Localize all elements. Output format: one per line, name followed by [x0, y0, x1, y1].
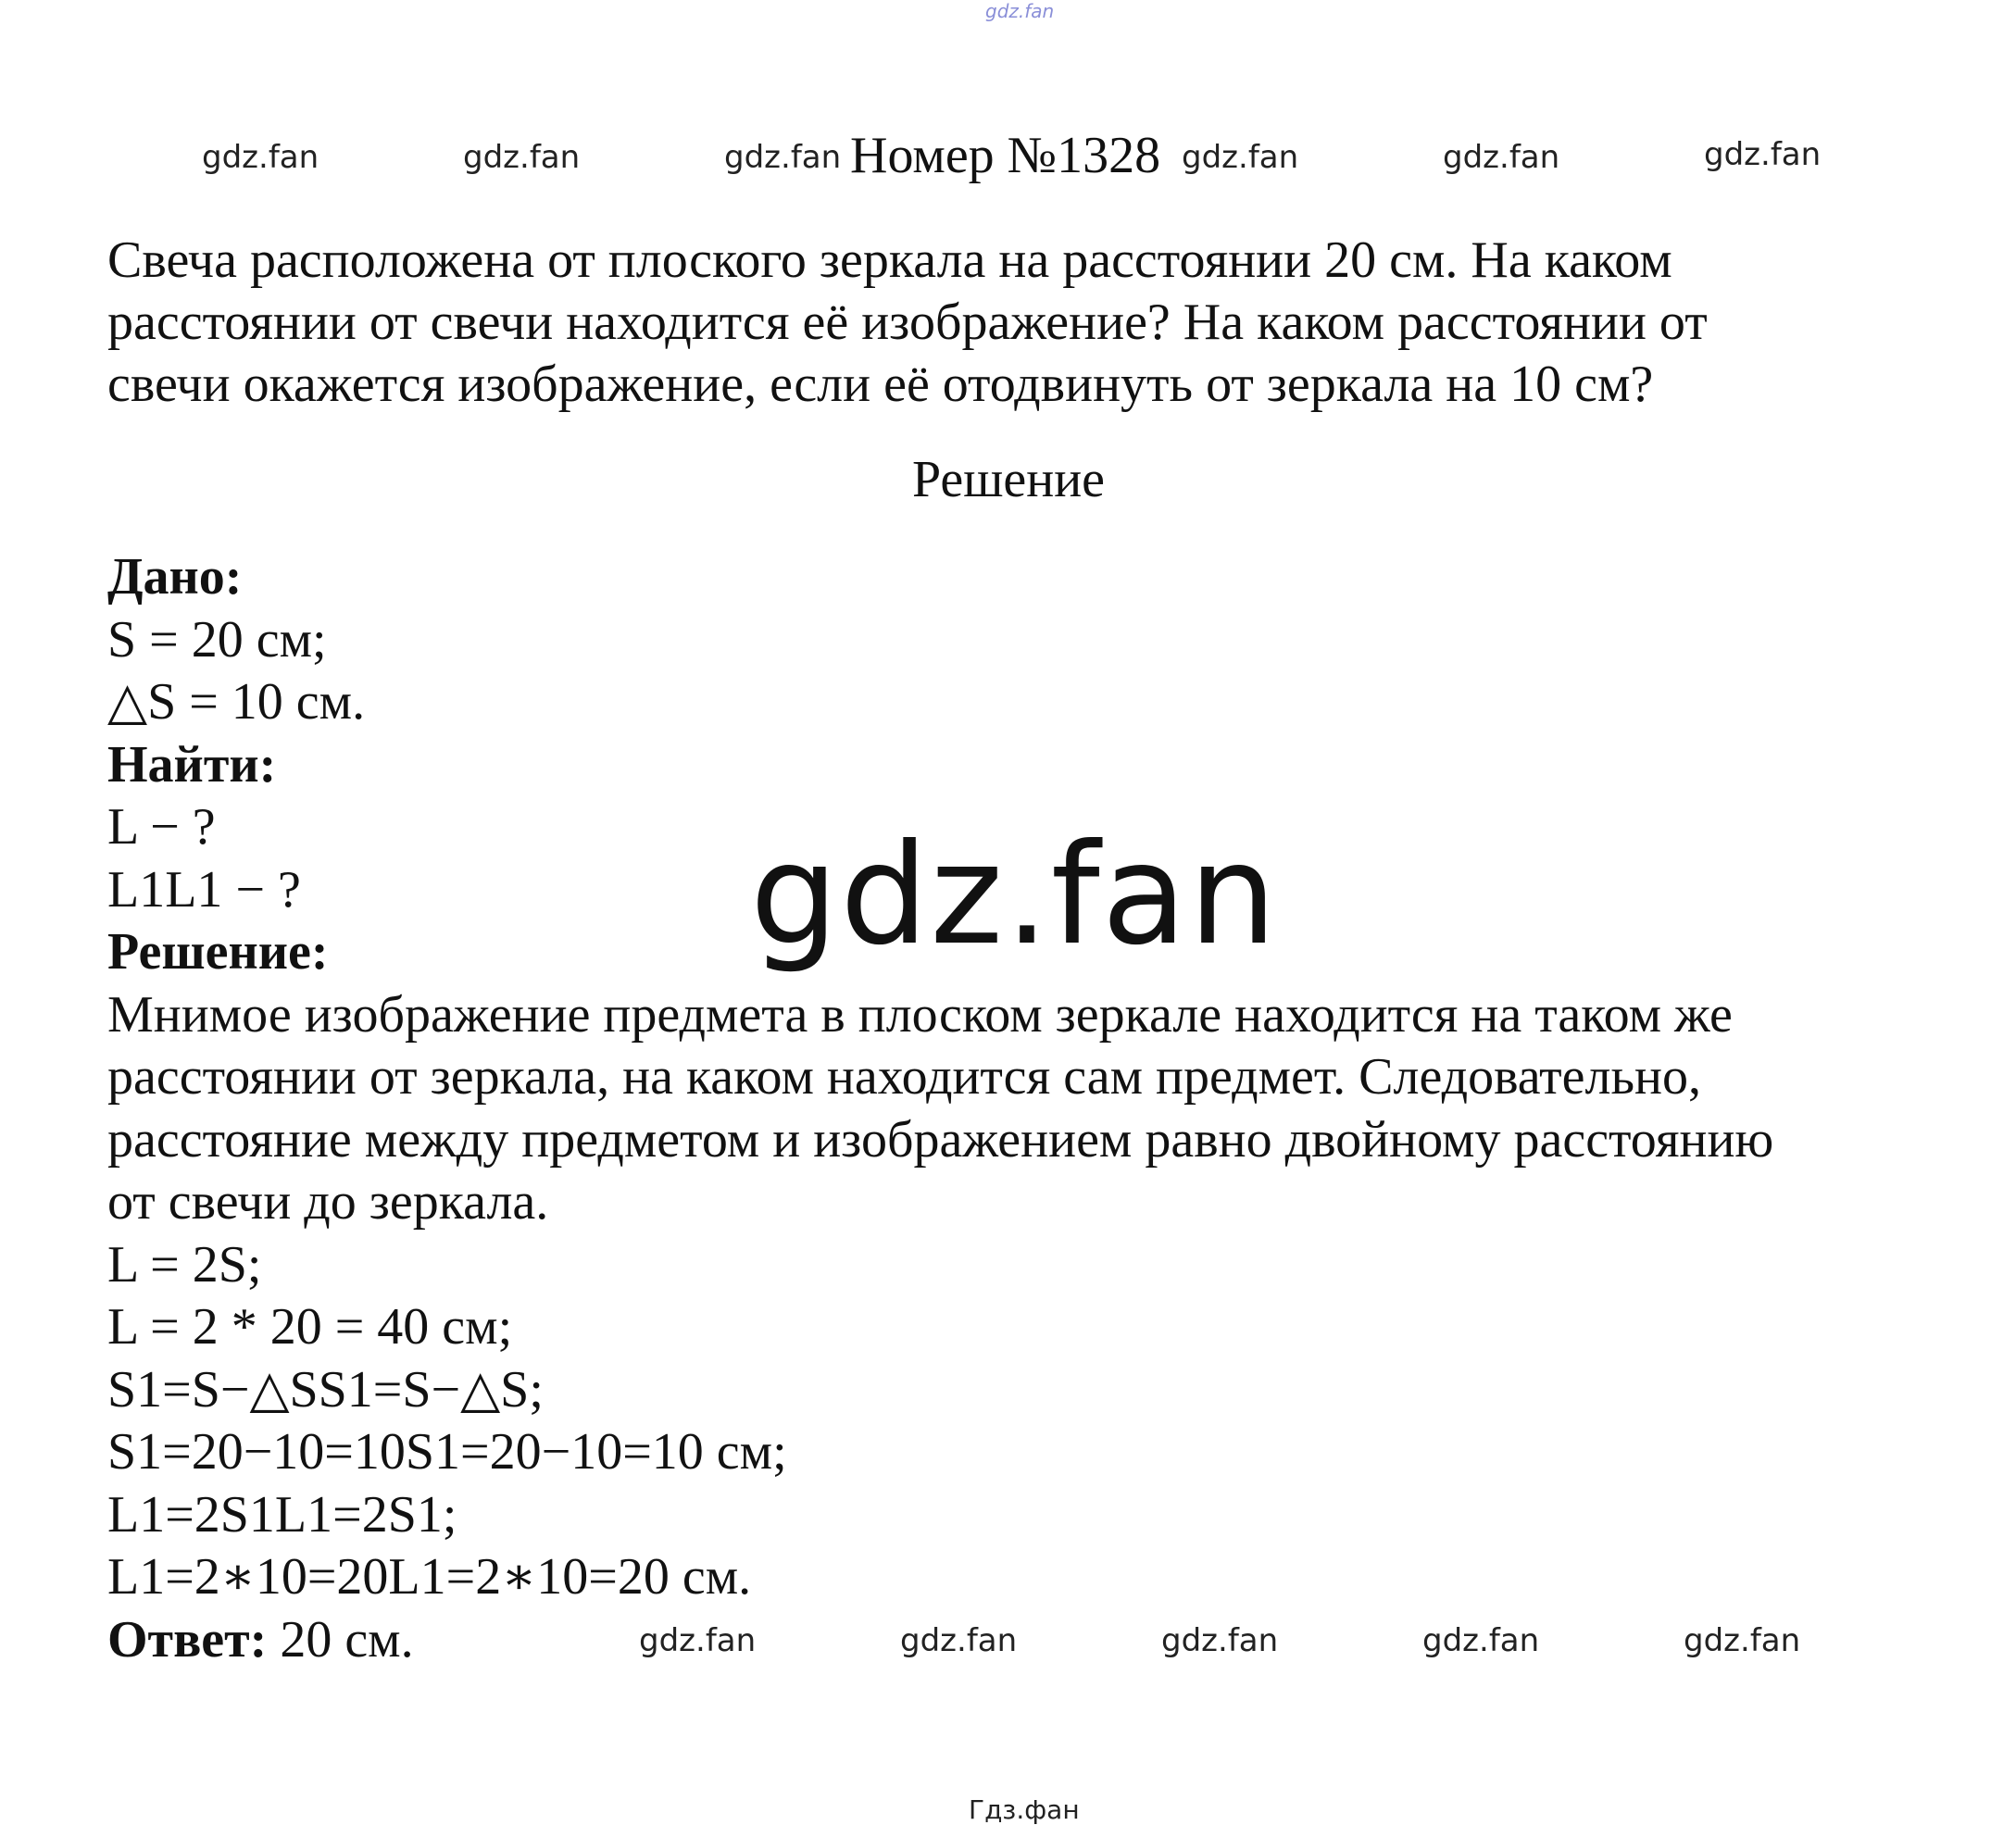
answer-label: Ответ:: [107, 1610, 268, 1669]
watermark-text: gdz.fan: [1443, 139, 1560, 176]
answer-value: 20 см.: [267, 1610, 414, 1669]
find-item: L1L1 − ?: [107, 860, 301, 919]
find-label: Найти:: [107, 735, 277, 794]
solution-body: [107, 546, 1960, 1671]
watermark-text: gdz.fan: [1182, 139, 1299, 176]
given-item: △S = 10 см.: [107, 673, 366, 731]
explanation-line: Мнимое изображение предмета в плоском зеркале находится на таком же: [107, 985, 1733, 1044]
footer-watermark: Гдз.фан: [969, 1794, 1080, 1825]
page-title: Номер №1328: [850, 127, 1161, 184]
solution-label: Решение:: [107, 923, 329, 981]
formula-line: L1=2∗10=20L1=2∗10=20 см.: [107, 1548, 752, 1606]
solution-heading: Решение: [912, 451, 1106, 508]
problem-statement: [107, 230, 1941, 416]
watermark-text: gdz.fan: [1161, 1622, 1279, 1659]
formula-line: S1=S−△SS1=S−△S;: [107, 1360, 544, 1419]
watermark-text: gdz.fan: [639, 1622, 757, 1659]
formula-line: S1=20−10=10S1=20−10=10 см;: [107, 1423, 787, 1481]
explanation-line: расстоянии от зеркала, на каком находится сам предмет. Следовательно,: [107, 1048, 1701, 1106]
explanation-line: от свечи до зеркала.: [107, 1173, 549, 1231]
watermark-text: gdz.fan: [202, 139, 319, 176]
explanation-line: расстояние между предметом и изображением равно двойному расстоянию: [107, 1110, 1774, 1169]
formula-line: L1=2S1L1=2S1;: [107, 1485, 457, 1544]
watermark-text: gdz.fan: [1422, 1622, 1540, 1659]
top-watermark: gdz.fan: [985, 0, 1055, 22]
problem-line: свечи окажется изображение, если её отодвинуть от зеркала на 10 см?: [107, 356, 1654, 413]
given-label: Дано:: [107, 548, 243, 606]
formula-line: L = 2 * 20 = 40 см;: [107, 1298, 513, 1356]
answer-line: [107, 1609, 1960, 1672]
watermark-text: gdz.fan: [463, 139, 581, 176]
problem-line: расстоянии от свечи находится её изображение? На каком расстоянии от: [107, 294, 1708, 351]
problem-line: Свеча расположена от плоского зеркала на расстоянии 20 см. На каком: [107, 231, 1672, 289]
watermark-text: gdz.fan: [900, 1622, 1018, 1659]
find-item: L − ?: [107, 798, 216, 856]
large-watermark: gdz.fan: [750, 815, 1279, 976]
given-item: S = 20 см;: [107, 610, 327, 669]
formula-line: L = 2S;: [107, 1235, 262, 1294]
watermark-text: gdz.fan: [1704, 136, 1822, 173]
watermark-text: gdz.fan: [1684, 1622, 1801, 1659]
watermark-text: gdz.fan: [724, 139, 842, 176]
